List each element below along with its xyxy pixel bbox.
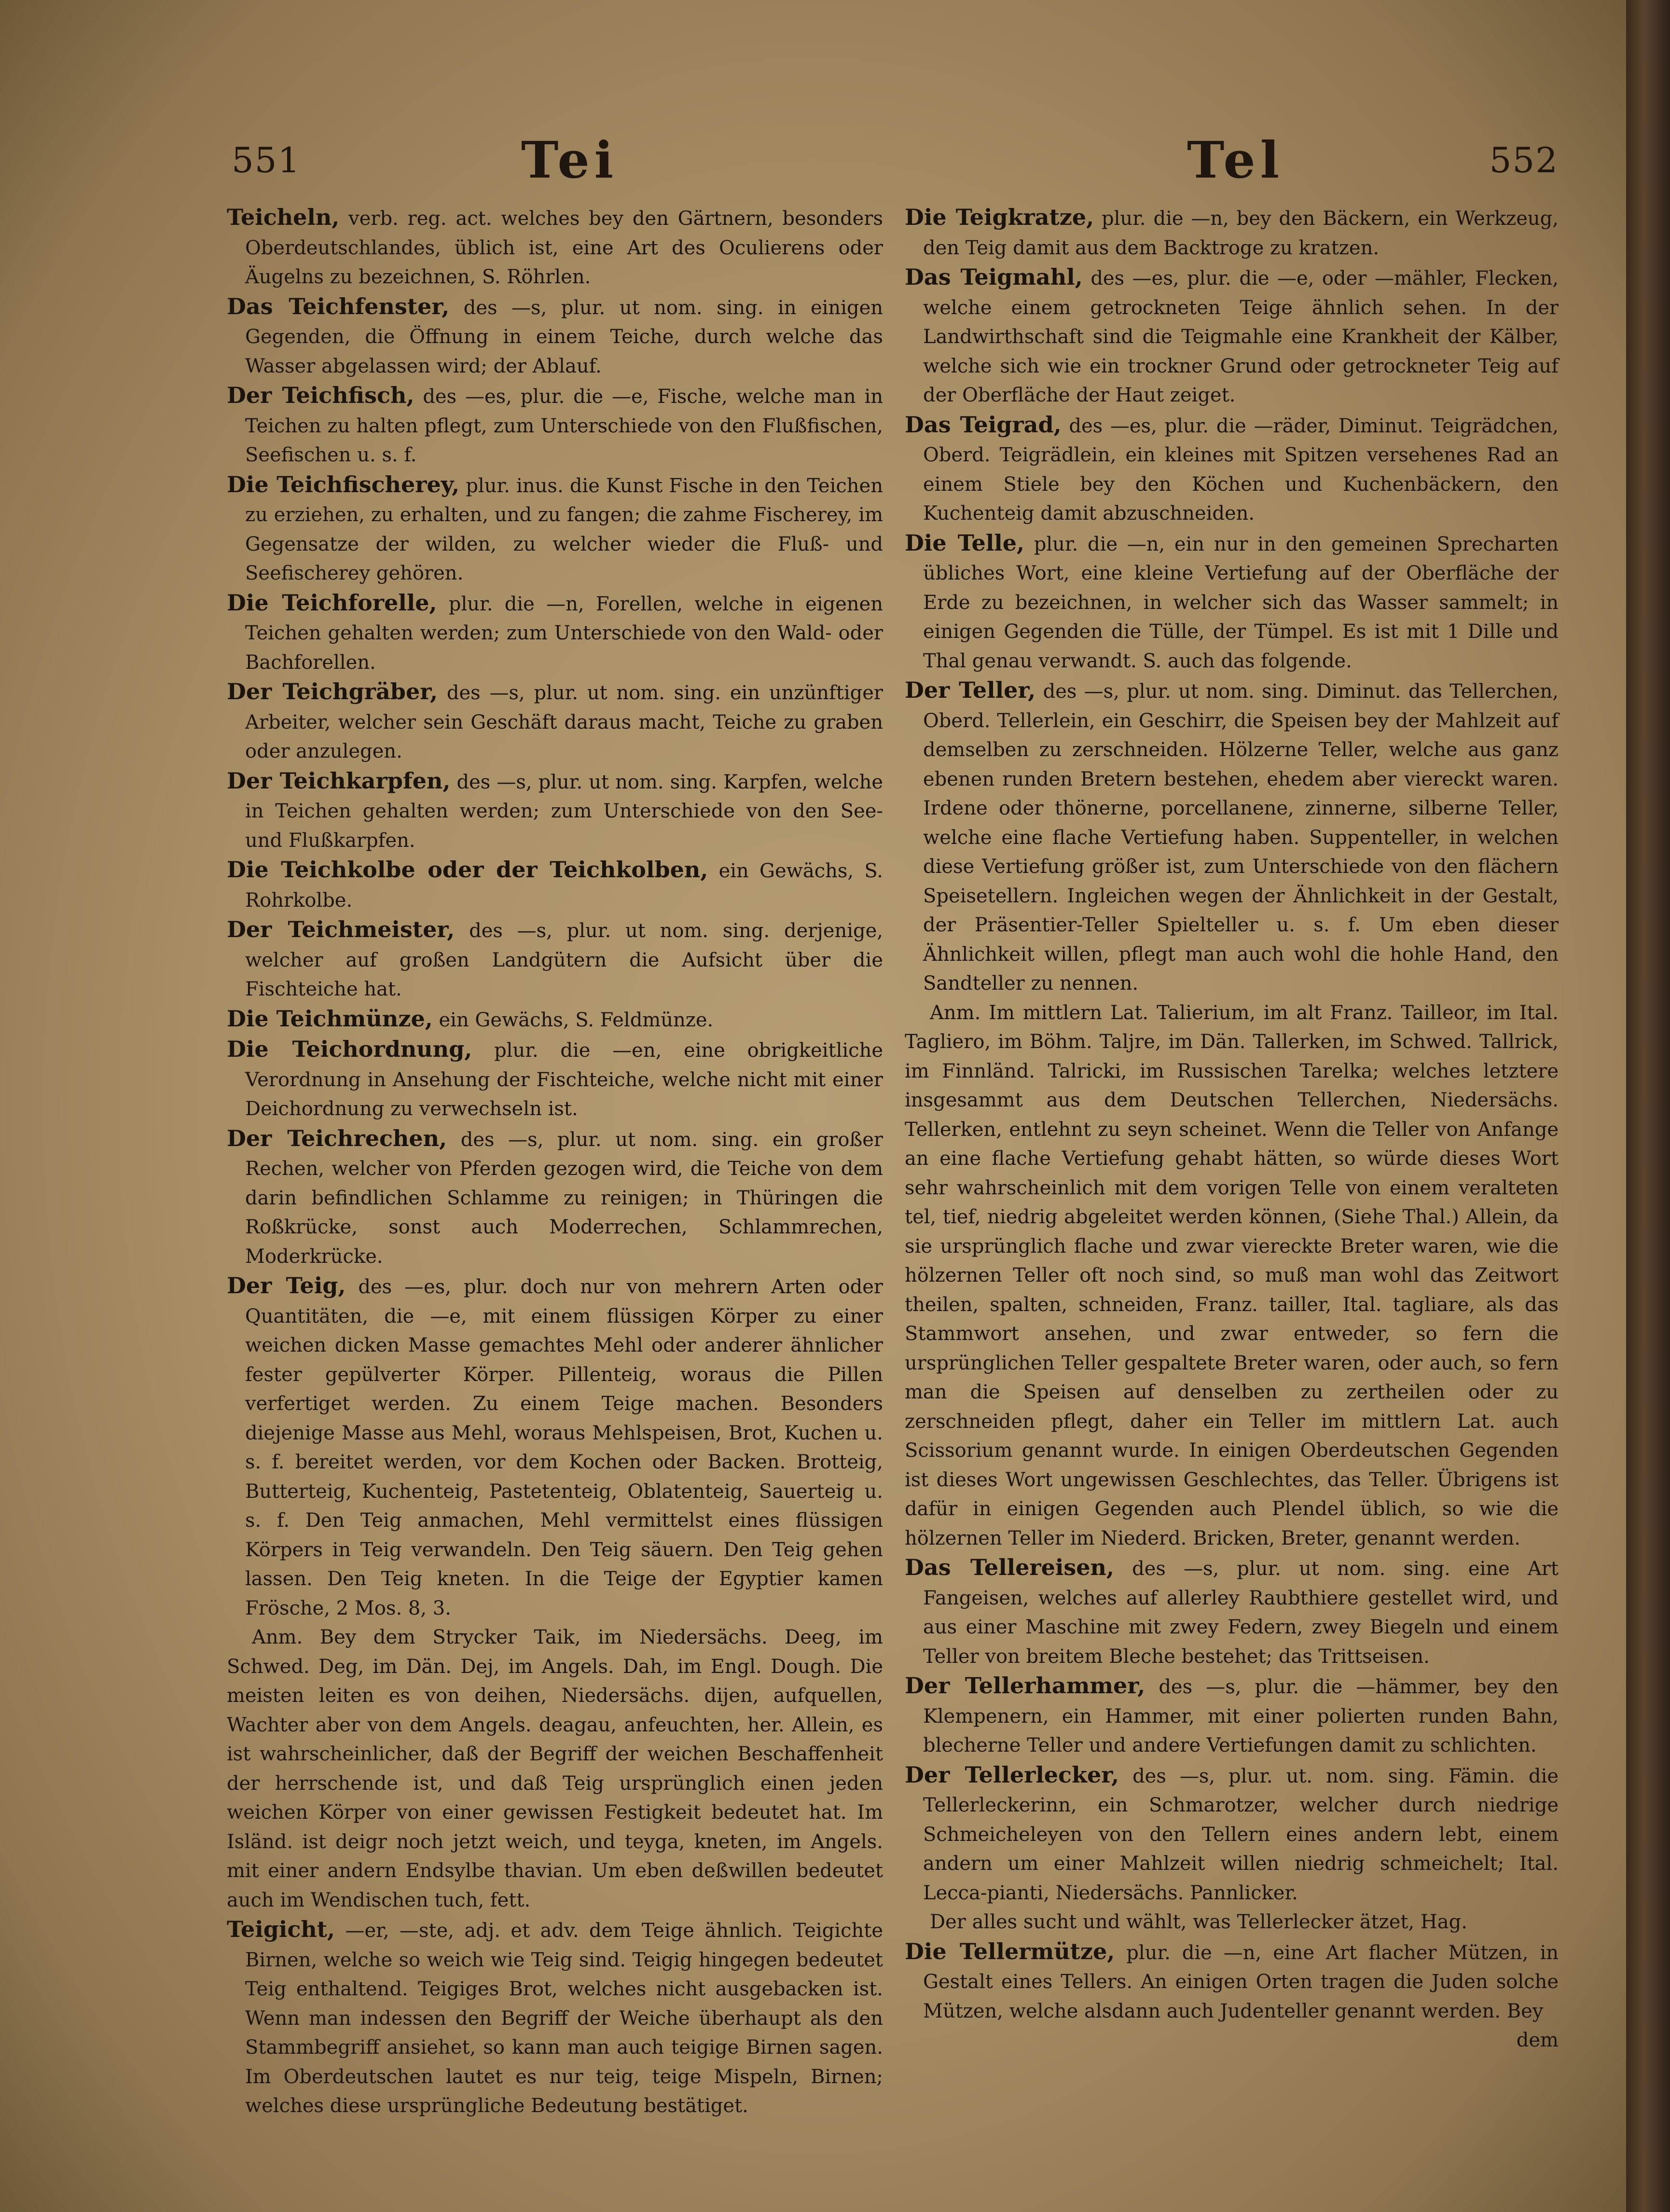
book-binding-edge — [1626, 0, 1670, 2212]
dictionary-entry — [905, 1937, 1559, 2026]
dictionary-entry — [227, 292, 883, 381]
dictionary-entry — [905, 1760, 1559, 1908]
right-column — [905, 203, 1559, 2055]
entry-definition: verb. reg. act. welches bey den Gärtnern, besonders Oberdeutschlandes, üblich ist, eine Art des Oculierens oder Äugelns zu bezeichnen, S. Röhrlen. — [245, 207, 883, 288]
dictionary-entry — [227, 677, 883, 766]
entry-definition: plur. die —en, eine obrigkeitliche Verordnung in Ansehung der Fischteiche, welche nicht mit einer Deichordnung zu verwechseln ist. — [245, 1039, 883, 1120]
entry-definition: des —s, plur. die —hämmer, bey den Klempenern, ein Hammer, mit einer polierten runden Bahn, blecherne Teller und andere Vertiefungen damit zu schlichten. — [923, 1676, 1559, 1756]
entry-headword: Die Teichordnung, — [227, 1036, 472, 1062]
entry-definition: des —es, plur. die —e, oder —mähler, Flecken, welche einem getrockneten Teige ähnlich sehen. In der Landwirthschaft sind die Teigmahle eine Krankheit der Kälber, welche sich wie ein trockner Grund oder getrockneter Teig auf der Oberfläche der Haut zeiget. — [923, 267, 1559, 406]
dictionary-entry — [227, 588, 883, 677]
entry-headword: Die Teichfischerey, — [227, 471, 460, 498]
entry-headword: Der Teichkarpfen, — [227, 767, 451, 794]
entry-definition: plur. die —n, ein nur in den gemeinen Sprecharten übliches Wort, eine kleine Vertiefung auf der Oberfläche der Erde zu bezeichnen, in welcher sich das Wasser sammelt; in einigen Gegenden die Tülle, der Tümpel. Es ist mit 1 Dille und Thal genau verwandt. S. auch das folgende. — [923, 533, 1559, 672]
entry-definition: des —s, plur. ut nom. sing. in einigen Gegenden, die Öffnung in einem Teiche, durch welche das Wasser abgelassen wird; der Ablauf. — [245, 296, 883, 377]
entry-headword: Der Teichrechen, — [227, 1125, 447, 1151]
dictionary-entry — [905, 528, 1559, 676]
entry-headword: Der Teichfisch, — [227, 382, 414, 408]
entry-headword: Der Tellerhammer, — [905, 1673, 1146, 1699]
entry-definition: des —es, plur. die —räder, Diminut. Teigrädchen, Oberd. Teigrädlein, ein kleines mit Spitzen versehenes Rad an einem Stiele bey den Köchen und Kuchenbäckern, den Kuchenteig damit abzuschneiden. — [923, 415, 1559, 525]
entry-headword: Der Teller, — [905, 677, 1036, 703]
entry-definition: ein Gewächs, S. Rohrkolbe. — [245, 860, 883, 912]
dictionary-entry — [227, 766, 883, 856]
entry-definition: des —s, plur. ut nom. sing. Karpfen, welche in Teichen gehalten werden; zum Unterschiede von den See- und Flußkarpfen. — [245, 771, 883, 852]
dictionary-entry — [227, 203, 883, 292]
entry-definition: des —s, plur. ut nom. sing. eine Art Fangeisen, welches auf allerley Raubthiere gestellet wird, und aus einer Maschine mit zwey Federn, zwey Biegeln und einem Teller von breitem Bleche bestehet; das Trittseisen. — [923, 1558, 1559, 1668]
left-running-head: Tei — [521, 130, 619, 190]
entry-note: Anm. Im mittlern Lat. Talierium, im alt Franz. Tailleor, im Ital. Tagliero, im Böhm. Taljre, im Dän. Tallerken, im Schwed. Tallrick, im Finnländ. Talricki, im Russischen Tarelka; welches letztere insgesammt aus dem Deutschen Tellerchen, Niedersächs. Tellerken, entlehnt zu seyn scheinet. Wenn die Teller von Anfange an eine flache Vertiefung gehabt hätten, so würde dieses Wort sehr wahrscheinlich mit dem vorigen Telle von einem veralteten tel, tief, niedrig abgeleitet werden können, (Siehe Thal.) Allein, da sie ursprünglich flache und zwar viereckte Breter waren, wie die hölzernen Teller oft noch sind, so muß man wohl das Zeitwort theilen, spalten, schneiden, Franz. tailler, Ital. tagliare, als das Stammwort ansehen, und zwar entweder, so fern die ursprünglichen Teller gespaltete Breter waren, oder auch, so fern man die Speisen auf denselben zu zertheilen oder zu zerschneiden pflegt, daher ein Teller im mittlern Lat. auch Scissorium genannt wurde. In einigen Oberdeutschen Gegenden ist dieses Wort ungewissen Geschlechtes, das Teller. Übrigens ist dafür in einigen Gegenden auch Plendel üblich, so wie die hölzernen Teller im Niederd. Bricken, Breter, genannt werden. — [905, 1001, 1559, 1549]
entry-headword: Das Teigmahl, — [905, 264, 1083, 290]
dictionary-entry — [905, 676, 1559, 998]
dictionary-entry — [227, 1124, 883, 1272]
entry-headword: Die Teigkratze, — [905, 204, 1094, 230]
entry-definition: des —s, plur. ut nom. sing. derjenige, welcher auf großen Landgütern die Aufsicht über die Fischteiche hat. — [245, 920, 883, 1000]
dictionary-entry — [905, 1553, 1559, 1671]
entry-definition: des —s, plur. ut nom. sing. ein unzünftiger Arbeiter, welcher sein Geschäft daraus macht, Teiche zu graben oder anzulegen. — [245, 682, 883, 762]
dictionary-entry — [227, 1035, 883, 1124]
entry-definition: plur. die —n, Forellen, welche in eigenen Teichen gehalten werden; zum Unterschiede von den Wald- oder Bachforellen. — [245, 593, 883, 674]
catchword: dem — [1516, 2029, 1559, 2051]
entry-headword: Das Teichfenster, — [227, 293, 450, 319]
entry-headword: Der Teichmeister, — [227, 916, 455, 942]
right-page-number: 552 — [1489, 140, 1559, 180]
dictionary-entry — [227, 855, 883, 915]
entry-headword: Das Teigrad, — [905, 411, 1062, 438]
dictionary-entry — [905, 263, 1559, 410]
dictionary-entry — [227, 915, 883, 1004]
entry-headword: Die Teichforelle, — [227, 589, 437, 616]
entry-definition: —er, —ste, adj. et adv. dem Teige ähnlich. Teigichte Birnen, welche so weich wie Teig sind. Teigig hingegen bedeutet Teig enthaltend. Teigiges Brot, welches nicht ausgebacken ist. Wenn man indessen den Begriff der Weiche überhaupt als den Stammbegriff ansiehet, so kann man auch teigige Birnen sagen. Im Oberdeutschen lautet es nur teig, teige Mispeln, Birnen; welches diese ursprüngliche Bedeutung bestätiget. — [245, 1920, 883, 2117]
dictionary-entry — [227, 470, 883, 588]
dictionary-entry — [905, 203, 1559, 263]
dictionary-entry — [227, 1271, 883, 1623]
entry-definition: des —es, plur. doch nur von mehrern Arten oder Quantitäten, die —e, mit einem flüssigen Körper zu einer weichen dicken Masse gemachtes Mehl oder anderer ähnlicher fester gepülverter Körper. Pillenteig, woraus die Pillen verfertiget werden. Zu einem Teige machen. Besonders diejenige Masse aus Mehl, woraus Mehlspeisen, Brot, Kuchen u. s. f. bereitet werden, vor dem Kochen oder Backen. Brotteig, Butterteig, Kuchenteig, Pastetenteig, Oblatenteig, Sauerteig u. s. f. Den Teig anmachen, Mehl vermittelst eines flüssigen Körpers in Teig verwandeln. Den Teig säuern. Den Teig gehen lassen. Den Teig kneten. In die Teige der Egyptier kamen Frösche, 2 Mos. 8, 3. — [245, 1276, 883, 1619]
entry-definition: des —s, plur. ut nom. sing. Diminut. das Tellerchen, Oberd. Tellerlein, ein Geschirr, die Speisen bey der Mahlzeit auf demselben zu zerschneiden. Hölzerne Teller, welche aus ganz ebenen runden Bretern bestehen, ehedem aber viereckt waren. Irdene oder thönerne, porcellanene, zinnerne, silberne Teller, welche eine flache Vertiefung haben. Suppenteller, in welchen diese Vertiefung größer ist, zum Unterschiede von den flächern Speisetellern. Ingleichen wegen der Ähnlichkeit in der Gestalt, der Präsentier-Teller Spielteller u. s. f. Um eben dieser Ähnlichkeit willen, pflegt man auch wohl die hohle Hand, den Sandteller zu nennen. — [923, 680, 1559, 995]
right-running-head: Tel — [1187, 130, 1284, 190]
dictionary-entry — [227, 1004, 883, 1035]
entry-headword: Der Tellerlecker, — [905, 1761, 1119, 1788]
dictionary-entry — [905, 410, 1559, 528]
entry-headword: Die Telle, — [905, 529, 1025, 556]
entry-headword: Teicheln, — [227, 204, 340, 230]
entry-headword: Der Teig, — [227, 1272, 346, 1299]
entry-headword: Teigicht, — [227, 1916, 335, 1942]
dictionary-entry — [227, 1915, 883, 2121]
entry-definition: plur. die —n, bey den Bäckern, ein Werkzeug, den Teig damit aus dem Backtroge zu kratzen. — [923, 207, 1559, 259]
entry-definition: plur. die —n, eine Art flacher Mützen, in Gestalt eines Tellers. An einigen Orten tragen die Juden solche Mützen, welche alsdann auch Judenteller genannt werden. Bey — [923, 1941, 1559, 2022]
entry-note: Anm. Bey dem Strycker Taik, im Niedersächs. Deeg, im Schwed. Deg, im Dän. Dej, im Angels. Dah, im Engl. Dough. Die meisten leiten es von deihen, Niedersächs. dijen, aufquellen, Wachter aber von dem Angels. deagau, anfeuchten, her. Allein, es ist wahrscheinlicher, daß der Begriff der weichen Beschaffenheit der herrschende ist, und daß Teig ursprünglich einen jeden weichen Körper von einer gewissen Festigkeit bedeutet hat. Im Isländ. ist deigr noch jetzt weich, und teyga, kneten, im Angels. mit einer andern Endsylbe thavian. Um eben deßwillen bedeutet auch im Wendischen tuch, fett. — [227, 1626, 883, 1911]
entry-headword: Die Tellermütze, — [905, 1938, 1115, 1964]
entry-headword: Der Teichgräber, — [227, 678, 438, 705]
left-page-number: 551 — [232, 140, 301, 180]
entry-definition: plur. inus. die Kunst Fische in den Teichen zu erziehen, zu erhalten, und zu fangen; die zahme Fischerey, im Gegensatze der wilden, zu welcher wieder die Fluß- und Seefischerey gehören. — [245, 474, 883, 584]
left-column — [227, 203, 883, 2121]
dictionary-entry — [227, 381, 883, 470]
entry-definition: des —s, plur. ut. nom. sing. Fämin. die Tellerleckerinn, ein Schmarotzer, welcher durch niedrige Schmeicheleyen von den Tellern eines andern lebt, einem andern um einer Mahlzeit willen niedrig schmeichelt; Ital. Lecca-pianti, Niedersächs. Pannlicker. — [923, 1765, 1559, 1904]
entry-headword: Die Teichkolbe oder der Teichkolben, — [227, 857, 708, 883]
entry-definition: ein Gewächs, S. Feldmünze. — [439, 1009, 714, 1031]
page-header — [222, 130, 1563, 193]
entry-definition: des —s, plur. ut nom. sing. ein großer Rechen, welcher von Pferden gezogen wird, die Teiche von dem darin befindlichen Schlamme zu reinigen; in Thüringen die Roßkrücke, sonst auch Moderrechen, Schlammrechen, Moderkrücke. — [245, 1128, 883, 1268]
entry-note: Der alles sucht und wählt, was Tellerlecker ätzet, Hag. — [930, 1911, 1467, 1933]
entry-headword: Das Tellereisen, — [905, 1554, 1115, 1580]
entry-definition: des —es, plur. die —e, Fische, welche man in Teichen zu halten pflegt, zum Unterschiede von den Flußfischen, Seefischen u. s. f. — [245, 386, 883, 466]
entry-headword: Die Teichmünze, — [227, 1005, 433, 1032]
dictionary-entry — [905, 1671, 1559, 1760]
